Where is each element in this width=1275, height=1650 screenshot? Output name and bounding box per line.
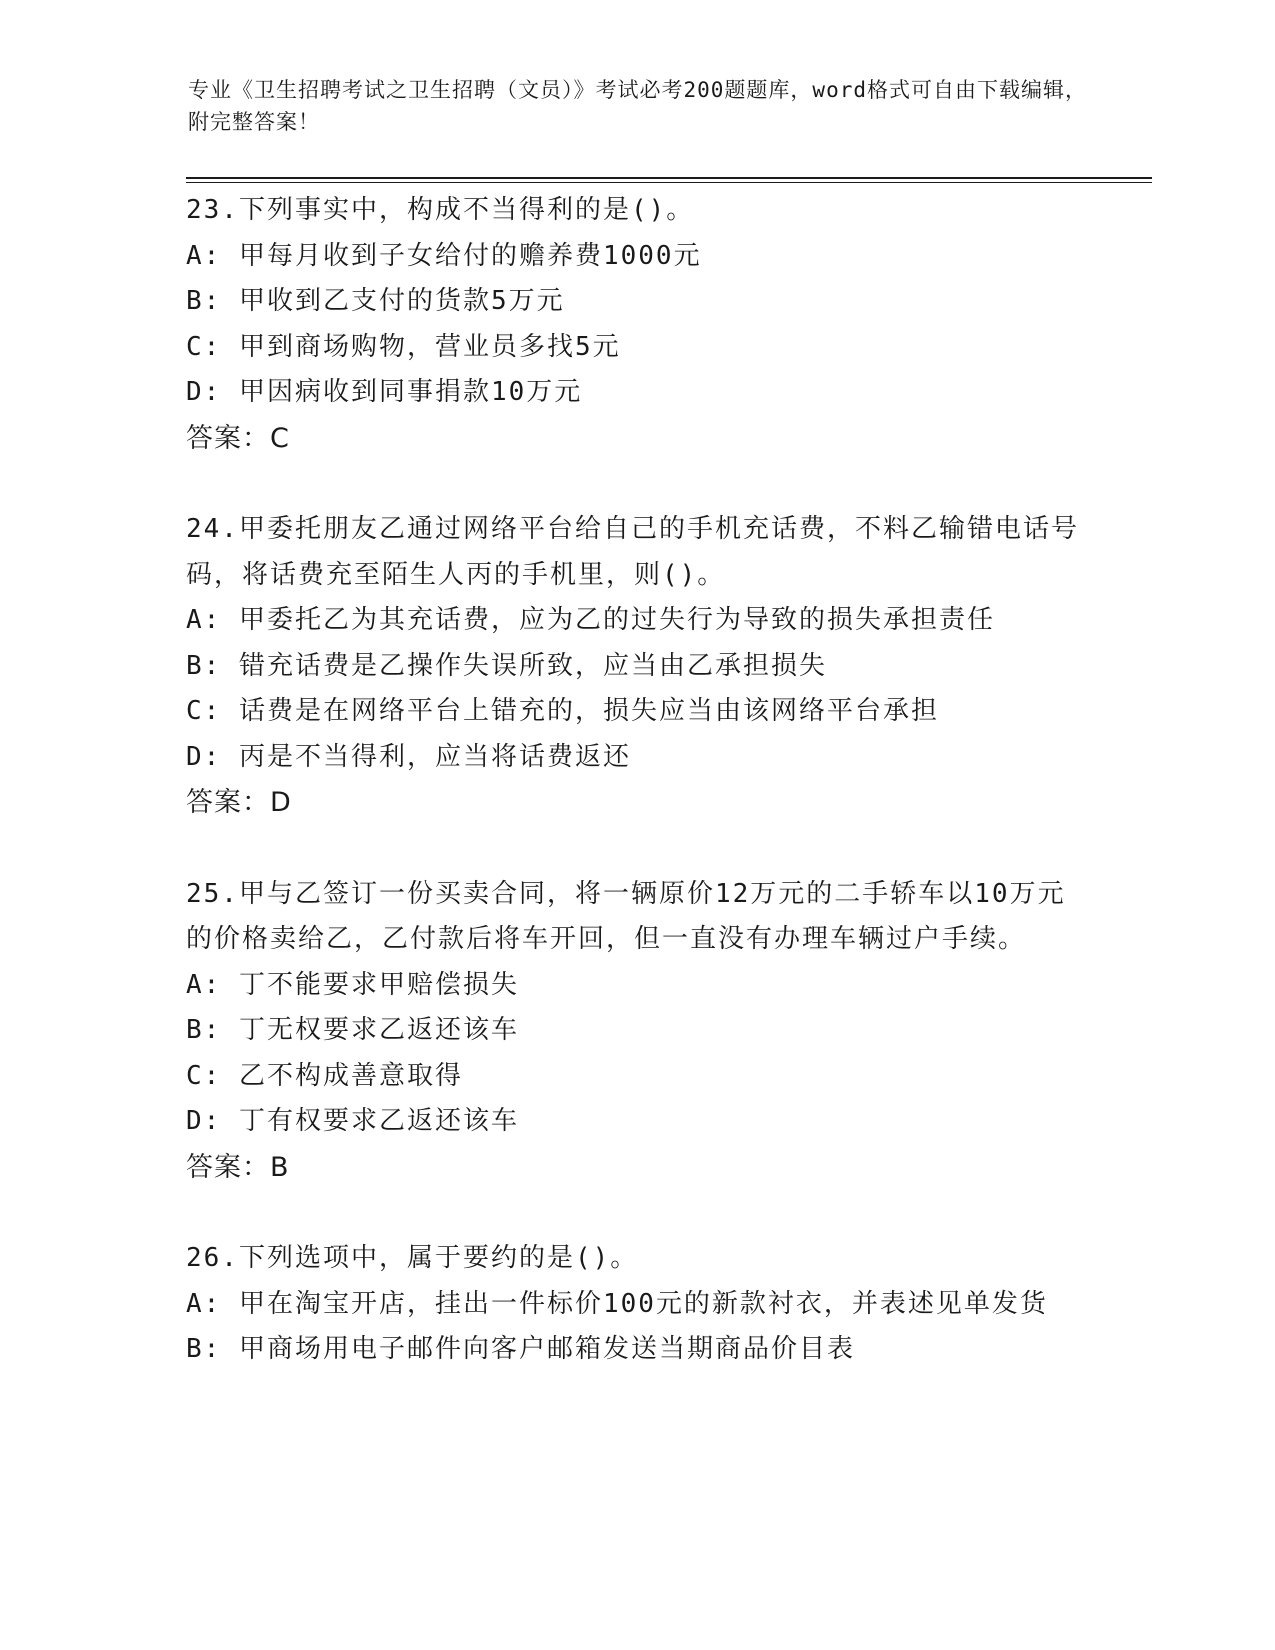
question-stem: 26.下列选项中，属于要约的是()。 xyxy=(186,1243,639,1273)
question-stem: 23.下列事实中，构成不当得利的是()。 xyxy=(186,195,695,225)
question-24 xyxy=(186,507,1086,826)
document-header: 专业《卫生招聘考试之卫生招聘（文员）》考试必考200题题库，word格式可自由下载编辑，附完整答案！ xyxy=(188,78,1087,134)
option-b: B: 甲商场用电子邮件向客户邮箱发送当期商品价目表 xyxy=(186,1334,855,1364)
question-list xyxy=(186,188,1086,1373)
option-c: C: 甲到商场购物，营业员多找5元 xyxy=(186,331,621,362)
question-stem: 24.甲委托朋友乙通过网络平台给自己的手机充话费，不料乙输错电话号码，将话费充至陌生人丙的手机里，则()。 xyxy=(186,514,1079,590)
question-26 xyxy=(186,1236,1086,1373)
option-c: C: 话费是在网络平台上错充的，损失应当由该网络平台承担 xyxy=(186,696,939,726)
question-23 xyxy=(186,188,1086,461)
option-a: A: 甲每月收到子女给付的赡养费1000元 xyxy=(186,240,702,271)
option-a: A: 甲委托乙为其充话费，应为乙的过失行为导致的损失承担责任 xyxy=(186,605,995,635)
option-c: C: 乙不构成善意取得 xyxy=(186,1060,463,1091)
option-b: B: 错充话费是乙操作失误所致，应当由乙承担损失 xyxy=(186,650,827,681)
answer-line: 答案：D xyxy=(186,787,292,818)
option-a: A: 丁不能要求甲赔偿损失 xyxy=(186,969,519,1000)
option-a: A: 甲在淘宝开店，挂出一件标价100元的新款衬衣，并表述见单发货 xyxy=(186,1288,1048,1319)
option-d: D: 丁有权要求乙返还该车 xyxy=(186,1106,519,1136)
answer-line: 答案：B xyxy=(186,1151,290,1183)
option-b: B: 丁无权要求乙返还该车 xyxy=(186,1015,519,1045)
option-d: D: 甲因病收到同事捐款10万元 xyxy=(186,377,583,407)
question-stem: 25.甲与乙签订一份买卖合同，将一辆原价12万元的二手轿车以10万元的价格卖给乙，乙付款后将车开回，但一直没有办理车辆过户手续。 xyxy=(186,878,1066,954)
option-b: B: 甲收到乙支付的货款5万元 xyxy=(186,286,565,316)
header-divider-thick xyxy=(186,177,1152,179)
header-divider-thin xyxy=(186,182,1152,183)
question-25 xyxy=(186,872,1086,1191)
answer-line: 答案：C xyxy=(186,422,290,454)
option-d: D: 丙是不当得利，应当将话费返还 xyxy=(186,741,631,772)
